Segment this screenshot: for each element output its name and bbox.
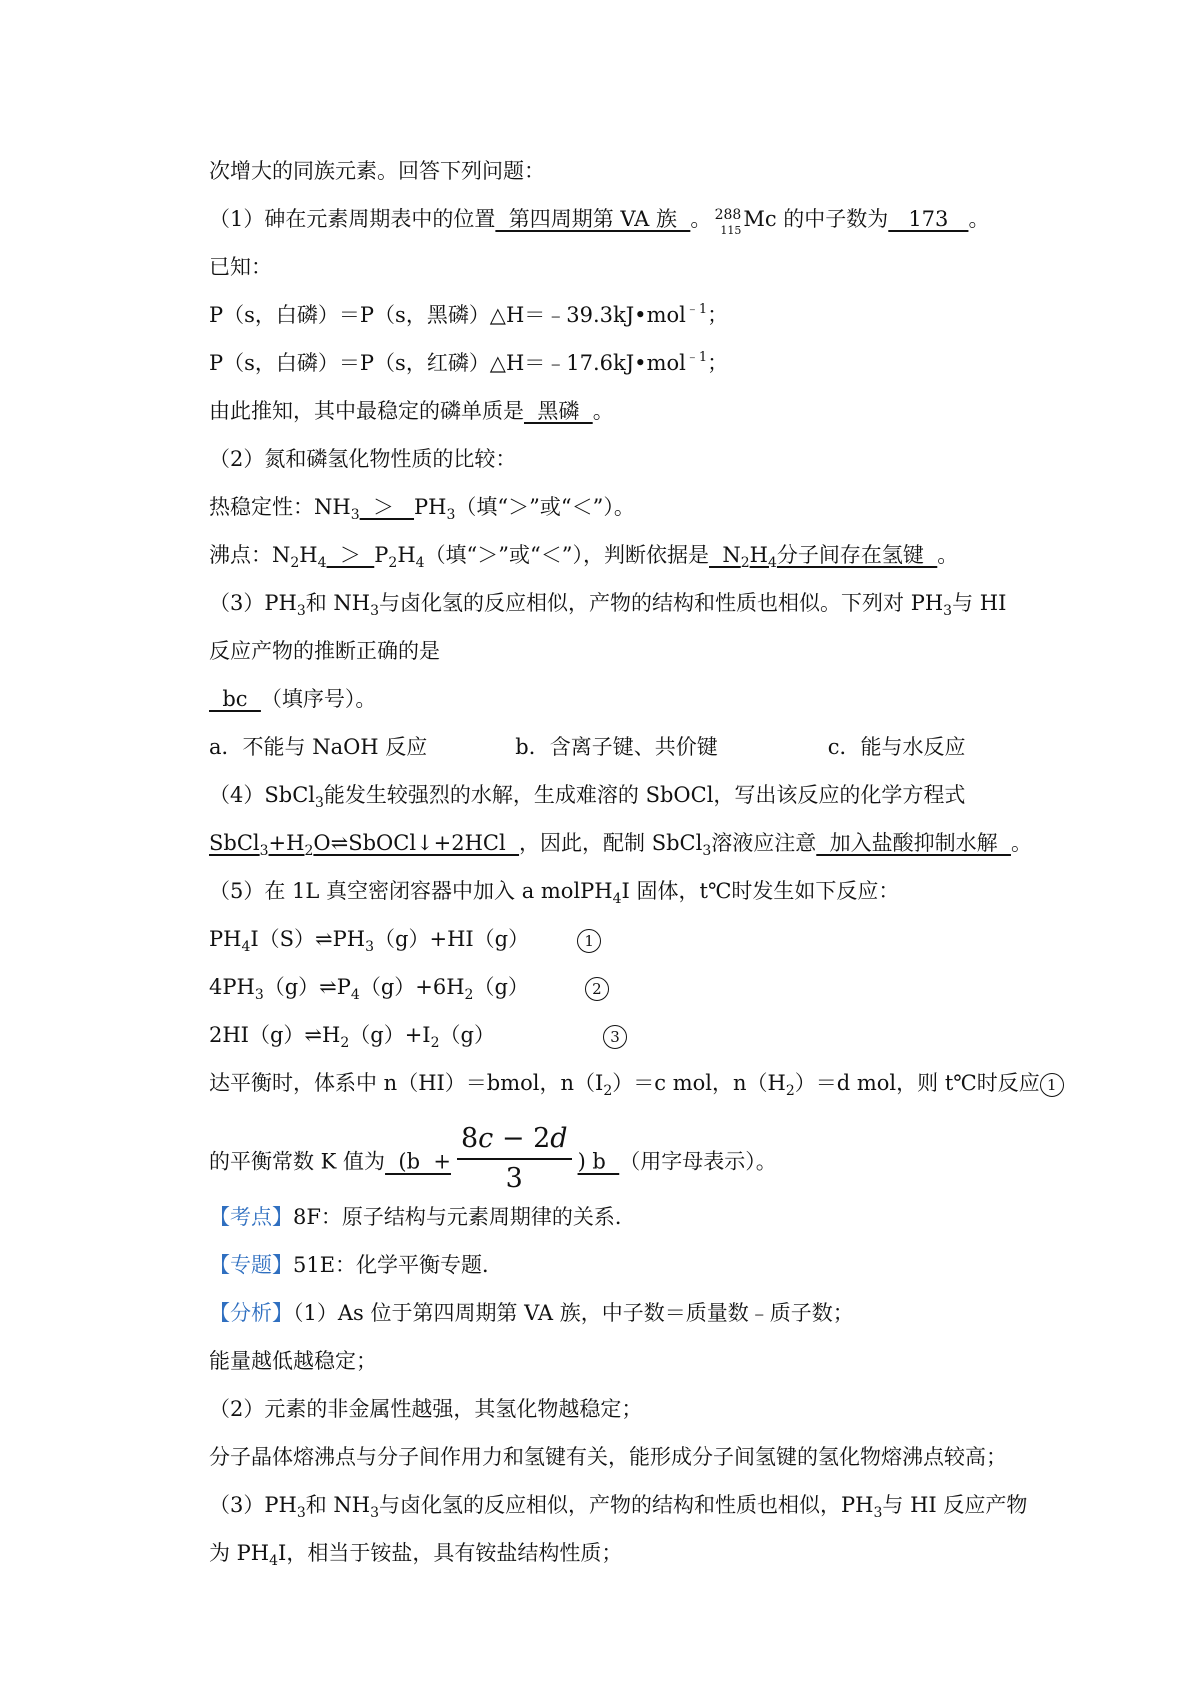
answer-position: 第四周期第 VA 族 — [495, 207, 691, 231]
tag-zhuanti: 【专题】 — [209, 1253, 293, 1277]
answer-most-stable: 黑磷 — [524, 399, 593, 423]
fraction-numerator: 8c − 2d — [457, 1122, 572, 1160]
circled-number-2: 2 — [585, 977, 609, 1001]
line-boiling-point: 沸点：$N_2H_4 > P_2H_4$（填“＞”或“＜”），判断依据是 $N_2H_4$分子间存在氢键 。 — [209, 543, 959, 571]
answer-k-part1: (b + — [385, 1149, 451, 1174]
options-line — [209, 732, 966, 762]
line-answer-bc: bc （填序号）。 — [209, 687, 377, 711]
equation-black-phosphorus: P（s，白磷）＝P（s，黑磷）△H＝﹣39.3kJ•mol$^{﹣1}$； — [209, 302, 729, 327]
option-a: a．不能与 NaOH 反应 — [209, 735, 428, 759]
circled-number-1b: 1 — [1040, 1073, 1064, 1097]
line-analysis-6: 为 $PH_4I$，相当于铵盐，具有铵盐结构性质； — [209, 1541, 623, 1569]
line-analysis-3: （2）元素的非金属性越强，其氢化物越稳定； — [209, 1397, 643, 1421]
line-thermal-stability: 热稳定性：$NH_3 > PH_3$（填“＞”或“＜”）。 — [209, 495, 635, 523]
question-1-line: （1）砷在元素周期表中的位置 第四周期第 VA 族 。 288 115 Mc 的中子数为 173 。 — [209, 204, 989, 234]
fraction-denominator: 3 — [505, 1163, 523, 1194]
reaction-2: $4PH_3(g)\rightleftharpoons P_4(g)+6H_2(g)$ 2 — [209, 972, 609, 1002]
fraction — [457, 1122, 572, 1196]
answer-boiling: ＞ — [326, 543, 375, 567]
answer-equation: $SbCl_3+H_2O\rightleftharpoons SbOCl↓+2HCl$ — [209, 831, 520, 859]
option-c: c．能与水反应 — [827, 735, 966, 759]
answer-options: bc — [209, 687, 261, 711]
question-4-line: （4）SbCl$_3$能发生较强烈的水解，生成难溶的 SbOCl，写出该反应的化学方程式 — [209, 783, 966, 811]
line-analysis-2: 能量越低越稳定； — [209, 1349, 377, 1373]
line-analysis-4: 分子晶体熔沸点与分子间作用力和氢键有关，能形成分子间氢键的氢化物熔沸点较高； — [209, 1445, 1007, 1469]
answer-basis: $N_2H_4$分子间存在氢键 — [709, 543, 938, 571]
circled-number-3: 3 — [603, 1025, 627, 1049]
answer-stability: ＞ — [359, 495, 415, 519]
line-topic: 【考点】8F：原子结构与元素周期律的关系． — [209, 1205, 636, 1229]
line-intro: 次增大的同族元素。回答下列问题： — [209, 159, 545, 183]
line-hydrolysis-answer: $SbCl_3+H_2O\rightleftharpoons SbOCl↓+2HCl$ ，因此，配制 SbCl$_3$溶液应注意 加入盐酸抑制水解 。 — [209, 831, 1032, 859]
circled-number-1: 1 — [577, 929, 601, 953]
option-b: b．含离子键、共价键 — [515, 735, 718, 759]
isotope-notation: 288 115 — [714, 207, 742, 237]
line-equilibrium-constant: 的平衡常数 K 值为 (b + $\frac{8c - 2d}{3}$ ) b （用字母表示）。 — [209, 1123, 777, 1194]
answer-neutrons: 173 — [888, 207, 969, 231]
line-most-stable: 由此推知，其中最稳定的磷单质是 黑磷 。 — [209, 399, 614, 423]
line-inference: 反应产物的推断正确的是 — [209, 639, 440, 663]
answer-k-part2: ) b — [577, 1149, 620, 1174]
reaction-3: $2HI(g)\rightleftharpoons H_2(g)+I_2(g)$ 3 — [209, 1020, 627, 1050]
equation-red-phosphorus: P（s，白磷）＝P（s，红磷）△H＝﹣17.6kJ•mol$^{﹣1}$； — [209, 350, 729, 375]
answer-precaution: 加入盐酸抑制水解 — [816, 831, 1011, 855]
tag-kaodian: 【考点】 — [209, 1205, 293, 1229]
line-known: 已知： — [209, 255, 272, 279]
line-special: 【专题】51E：化学平衡专题． — [209, 1253, 504, 1277]
line-analysis-5: $(3)PH_3$和 $NH_3$与卤化氢的反应相似，产物的结构和性质也相似，$PH_3$与 HI 反应产物 — [209, 1493, 1028, 1521]
tag-fenxi: 【分析】 — [209, 1301, 293, 1325]
question-3-line: $(3)PH_3$和 $NH_3$与卤化氢的反应相似，产物的结构和性质也相似。下列对 $PH_3$与 HI — [209, 591, 1007, 619]
question-2-line: （2）氮和磷氢化物性质的比较： — [209, 447, 517, 471]
reaction-1: $PH_4I(S)\rightleftharpoons PH_3(g)+HI(g)$ 1 — [209, 924, 601, 954]
question-5-line: （5）在 1L 真空密闭容器中加入 a molPH$_4$I 固体，t℃时发生如下反应： — [209, 879, 900, 907]
line-analysis: 【分析】（1）As 位于第四周期第 VA 族，中子数＝质量数﹣质子数； — [209, 1301, 854, 1325]
line-equilibrium: 达平衡时，体系中 n（HI）＝bmol，$n(I_2)=c$ mol，$n(H_2)=d$ mol，则 t℃时反应 1 — [209, 1068, 1064, 1098]
